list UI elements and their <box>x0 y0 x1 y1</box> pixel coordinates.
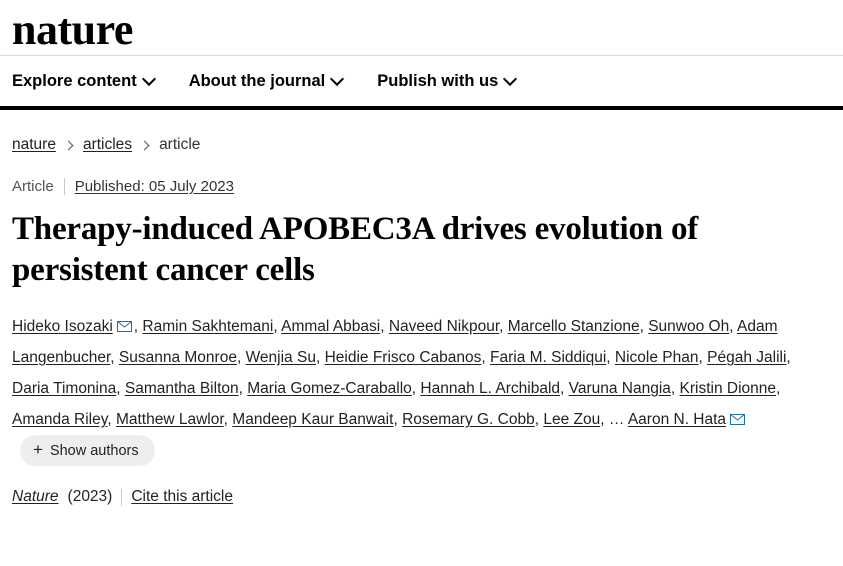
author-link[interactable]: Maria Gomez-Caraballo <box>247 380 412 397</box>
author-link-last[interactable]: Aaron N. Hata <box>627 411 727 428</box>
envelope-icon[interactable] <box>117 321 132 332</box>
author-link[interactable]: Hideko Isozaki <box>12 318 113 335</box>
chevron-down-icon <box>144 74 155 85</box>
journal-year: (2023) <box>67 488 113 506</box>
article-type-label: Article <box>12 178 54 195</box>
author-link[interactable]: Heidie Frisco Cabanos <box>324 349 482 366</box>
nav-item-label: Explore content <box>12 71 137 90</box>
author-link[interactable]: Wenjia Su <box>245 349 316 366</box>
author-link[interactable]: Pégah Jalili <box>707 349 787 366</box>
nav-item-label: Publish with us <box>377 71 499 90</box>
author-link[interactable]: Susanna Monroe <box>118 349 237 366</box>
author-link[interactable]: Naveed Nikpour <box>388 318 500 335</box>
envelope-icon[interactable] <box>730 414 745 425</box>
article-meta <box>12 178 831 195</box>
published-date-link[interactable]: Published: 05 July 2023 <box>74 178 234 195</box>
show-authors-label: Show authors <box>49 442 139 459</box>
divider <box>121 489 122 506</box>
chevron-right-icon <box>65 141 74 150</box>
author-link[interactable]: Adam Langenbucher <box>12 318 778 366</box>
author-link[interactable]: Rosemary G. Cobb <box>402 411 535 428</box>
authors-ellipsis: … <box>608 411 625 428</box>
author-link[interactable]: Ramin Sakhtemani <box>142 318 274 335</box>
show-authors-button[interactable] <box>20 435 155 466</box>
author-link[interactable]: Nicole Phan <box>614 349 699 366</box>
breadcrumb-item-article: article <box>159 136 201 153</box>
nav-item-label: About the journal <box>188 71 326 90</box>
author-link[interactable]: Ammal Abbasi <box>281 318 381 335</box>
author-link[interactable]: Varuna Nangia <box>568 380 671 397</box>
page-title: Therapy-induced APOBEC3A drives evolution of persistent cancer cells <box>12 211 699 288</box>
journal-citation <box>12 488 831 506</box>
site-masthead <box>0 0 843 56</box>
author-link[interactable]: Amanda Riley <box>12 411 108 428</box>
nature-logo[interactable]: nature <box>12 5 133 54</box>
author-link[interactable]: Lee Zou <box>543 411 601 428</box>
breadcrumb <box>12 110 831 154</box>
author-link[interactable]: Sunwoo Oh <box>648 318 730 335</box>
nav-item-explore-content[interactable] <box>12 72 155 91</box>
author-link[interactable]: Mandeep Kaur Banwait <box>232 411 394 428</box>
chevron-right-icon <box>141 141 150 150</box>
breadcrumb-item-nature[interactable]: nature <box>12 136 56 153</box>
breadcrumb-item-articles[interactable]: articles <box>82 136 133 153</box>
author-link[interactable]: Hannah L. Archibald <box>420 380 561 397</box>
author-link[interactable]: Samantha Bilton <box>124 380 239 397</box>
author-link[interactable]: Marcello Stanzione <box>507 318 640 335</box>
author-link[interactable]: Faria M. Siddiqui <box>490 349 607 366</box>
journal-name-link[interactable]: Nature <box>12 488 59 506</box>
plus-icon: + <box>33 440 43 460</box>
primary-navigation <box>0 56 843 110</box>
nav-item-about-the-journal[interactable] <box>189 72 344 91</box>
cite-this-article-link[interactable]: Cite this article <box>131 488 233 506</box>
divider <box>64 178 65 195</box>
chevron-down-icon <box>332 74 343 85</box>
chevron-down-icon <box>505 74 516 85</box>
article-header <box>0 110 843 506</box>
author-link[interactable]: Daria Timonina <box>12 380 117 397</box>
author-list: Hideko Isozaki , Ramin Sakhtemani, Ammal Abbasi, Naveed Nikpour, Marcello Stanzione, Sunwoo Oh, Adam Langenbucher, Susanna Monroe, Wenjia Su, Heidie Frisco Cabanos, Faria M. Siddiqui, Nicole Phan, Pégah Jalili, Daria Timonina, Samantha Bilton, Maria Gomez-Caraballo, Hannah L. Archibald, Varuna Nangia, Kristin Dionne, Amanda Riley, Matthew Lawlor, Mandeep Kaur Banwait, Rosemary G. Cobb, Lee Zou, … Aaron N. Hata + Show authors <box>12 311 831 466</box>
nav-item-publish-with-us[interactable] <box>377 72 516 91</box>
author-link[interactable]: Matthew Lawlor <box>115 411 224 428</box>
author-link[interactable]: Kristin Dionne <box>679 380 777 397</box>
